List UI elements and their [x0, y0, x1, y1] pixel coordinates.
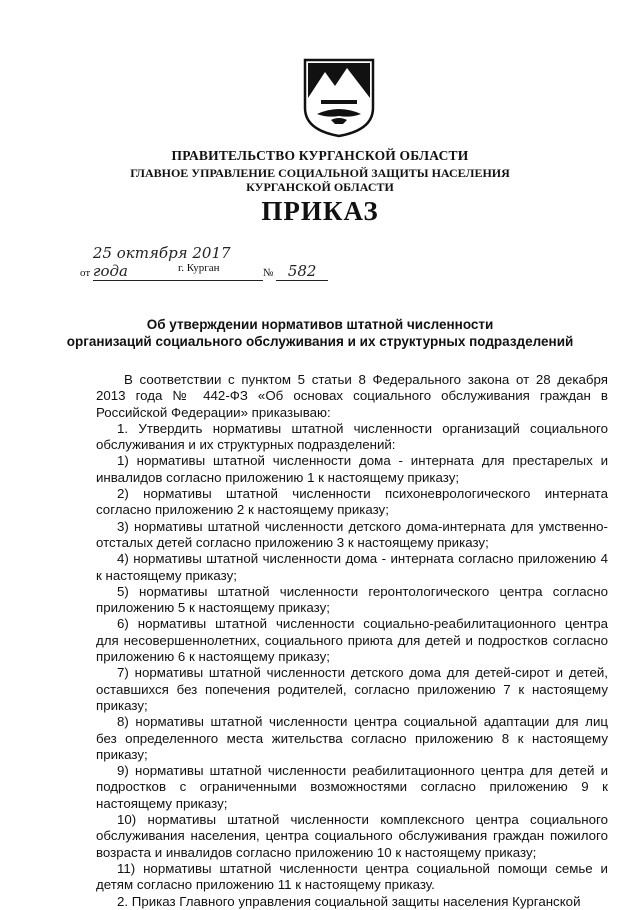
order-body [96, 372, 608, 910]
date-prefix: от [80, 267, 91, 279]
document-type-heading: ПРИКАЗ [261, 196, 379, 226]
paragraph-item-2: 2. Приказ Главного управления социальной защиты населения Курганской [117, 893, 581, 909]
paragraph-subitem-2: 2) нормативы штатной численности психоневрологического интерната согласно приложению 2 к настоящему приказу; [96, 486, 608, 518]
order-title-line-1: Об утверждении нормативов штатной численности [146, 317, 494, 332]
paragraph-subitem-4: 4) нормативы штатной численности дома - интерната согласно приложению 4 к настоящему приказу; [96, 551, 608, 583]
date-value: 25 октября 2017 года [93, 244, 263, 281]
department-heading [0, 166, 640, 194]
department-line-1: ГЛАВНОЕ УПРАВЛЕНИЕ СОЦИАЛЬНОЙ ЗАЩИТЫ НАСЕЛЕНИЯ [130, 166, 510, 180]
coat-of-arms-emblem [303, 58, 375, 138]
government-heading: ПРАВИТЕЛЬСТВО КУРГАНСКОЙ ОБЛАСТИ [171, 148, 469, 163]
paragraph-subitem-1: 1) нормативы штатной численности дома - интерната для престарелых и инвалидов согласно приложению 1 к настоящему приказу; [96, 453, 608, 485]
paragraph-item-1: 1. Утвердить нормативы штатной численности организаций социального обслуживания и их структурных подразделений: [96, 420, 608, 453]
order-title [0, 316, 640, 350]
order-number: 582 [276, 262, 328, 281]
paragraph-subitem-3: 3) нормативы штатной численности детского дома-интерната для умственно-отсталых детей согласно приложению 3 к настоящему приказу; [96, 518, 608, 550]
paragraph-subitem-7: 7) нормативы штатной численности детского дома для детей-сирот и детей, оставшихся без попечения родителей, согласно приложению 7 к настоящему приказу; [96, 665, 608, 713]
paragraph-subitem-6: 6) нормативы штатной численности социально-реабилитационного центра для несовершеннолетних, социального приюта для детей и подростков согласно приложению 6 к настоящему приказу; [96, 616, 608, 665]
paragraph-subitem-8: 8) нормативы штатной численности центра социальной адаптации для лиц без определенного места жительства согласно приложению 8 к настоящему приказу; [96, 714, 608, 762]
paragraph-subitem-5: 5) нормативы штатной численности геронтологического центра согласно приложению 5 к настоящему приказу; [96, 583, 608, 616]
city-label: г. Курган [178, 262, 220, 274]
paragraph-preamble: В соответствии с пунктом 5 статьи 8 Федерального закона от 28 декабря 2013 года № 442-ФЗ «Об основах социального обслуживания граждан в Российской Федерации» приказываю: [96, 372, 608, 420]
order-title-line-2: организаций социального обслуживания и их структурных подразделений [66, 334, 574, 349]
paragraph-subitem-10: 10) нормативы штатной численности комплексного центра социального обслуживания населения, центра социального обслуживания граждан пожилого возраста и инвалидов согласно приложению 10 к настоящему приказу; [96, 812, 608, 860]
paragraph-subitem-11: 11) нормативы штатной численности центра социальной помощи семье и детям согласно приложению 11 к настоящему приказу. [96, 860, 608, 893]
number-prefix: № [262, 267, 274, 279]
paragraph-subitem-9: 9) нормативы штатной численности реабилитационного центра для детей и подростков с ограниченными возможностями согласно приложению 9 к настоящему приказу; [96, 763, 608, 811]
department-line-2: КУРГАНСКОЙ ОБЛАСТИ [246, 180, 394, 194]
